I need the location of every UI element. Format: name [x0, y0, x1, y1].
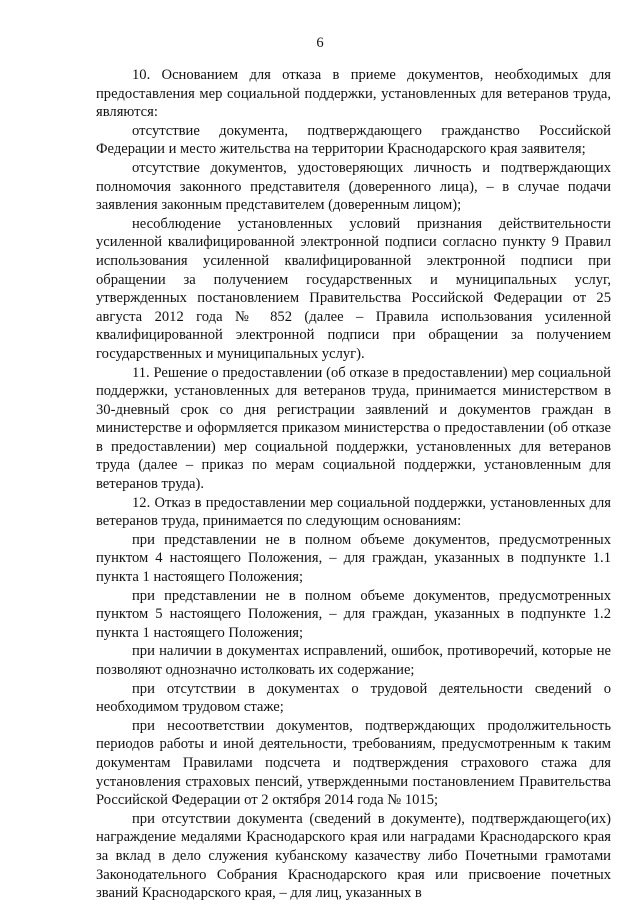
paragraph-no-work-experience: при отсутствии в документах о трудовой деятельности сведений о необходимом трудовом стаже;	[96, 680, 611, 716]
paragraph-documents-mismatch: при несоответствии документов, подтверждающих продолжительность периодов работы и иной деятельности, требованиям, предусмотренным к таким документам Правилами подсчета и подтверждения страхового стажа для установления страховых пенсий, утвержденными постановлением Правительства Российской Федерации от 2 октября 2014 года № 1015;	[96, 717, 611, 809]
paragraph-11-decision: 11. Решение о предоставлении (об отказе в предоставлении) мер социальной поддержки, установленных для ветеранов труда, принимается министерством в 30-дневный срок со дня регистрации заявлений и документов граждан в министерстве и оформляется приказом министерства о предоставлении (об отказе в предоставлении) мер социальной поддержки, установленных для ветеранов труда (далее – приказ по мерам социальной поддержки, установленным для ветеранов труда).	[96, 364, 611, 493]
paragraph-no-citizenship-document: отсутствие документа, подтверждающего гражданство Российской Федерации и место жительства на территории Краснодарского края заявителя;	[96, 122, 611, 158]
page-number: 6	[316, 35, 324, 51]
paragraph-incomplete-docs-point-5: при представлении не в полном объеме документов, предусмотренных пунктом 5 настоящего Положения, – для граждан, указанных в подпункте 1.2 пункта 1 настоящего Положения;	[96, 587, 611, 641]
paragraph-corrections-errors: при наличии в документах исправлений, ошибок, противоречий, которые не позволяют однозначно истолковать их содержание;	[96, 643, 611, 678]
paragraph-no-award-document: при отсутствии документа (сведений в документе), подтверждающего(их) награждение медалями Краснодарского края или наградами Краснодарского края за вклад в дело служения кубанскому казачеству либо Почетными грамотами Законодательного Собрания Краснодарского края или присвоение почетных званий Краснодарского края, – для лиц, указанных в	[96, 810, 611, 902]
document-body	[96, 66, 611, 903]
paragraph-12-refusal: 12. Отказ в предоставлении мер социальной поддержки, установленных для ветеранов труда, принимается по следующим основаниям:	[96, 494, 611, 530]
paragraph-incomplete-docs-point-4: при представлении не в полном объеме документов, предусмотренных пунктом 4 настоящего Положения, – для граждан, указанных в подпункте 1.1 пункта 1 настоящего Положения;	[96, 531, 611, 586]
paragraph-electronic-signature: несоблюдение установленных условий признания действительности усиленной квалифицированной электронной подписи согласно пункту 9 Правил использования усиленной квалифицированной электронной подписи при обращении за получением государственных и муниципальных услуг, утвержденных постановлением Правительства Российской Федерации от 25 августа 2012 года № 852 (далее – Правила использования усиленной квалифицированной электронной подписи при обращении за получением государственных и муниципальных услуг).	[96, 215, 611, 362]
paragraph-no-identity-documents: отсутствие документов, удостоверяющих личность и подтверждающих полномочия законного представителя (доверенного лица), – в случае подачи заявления законным представителем (доверенным лицом);	[96, 159, 611, 214]
paragraph-10-intro: 10. Основанием для отказа в приеме документов, необходимых для предоставления мер социальной поддержки, установленных для ветеранов труда, являются:	[96, 67, 611, 121]
